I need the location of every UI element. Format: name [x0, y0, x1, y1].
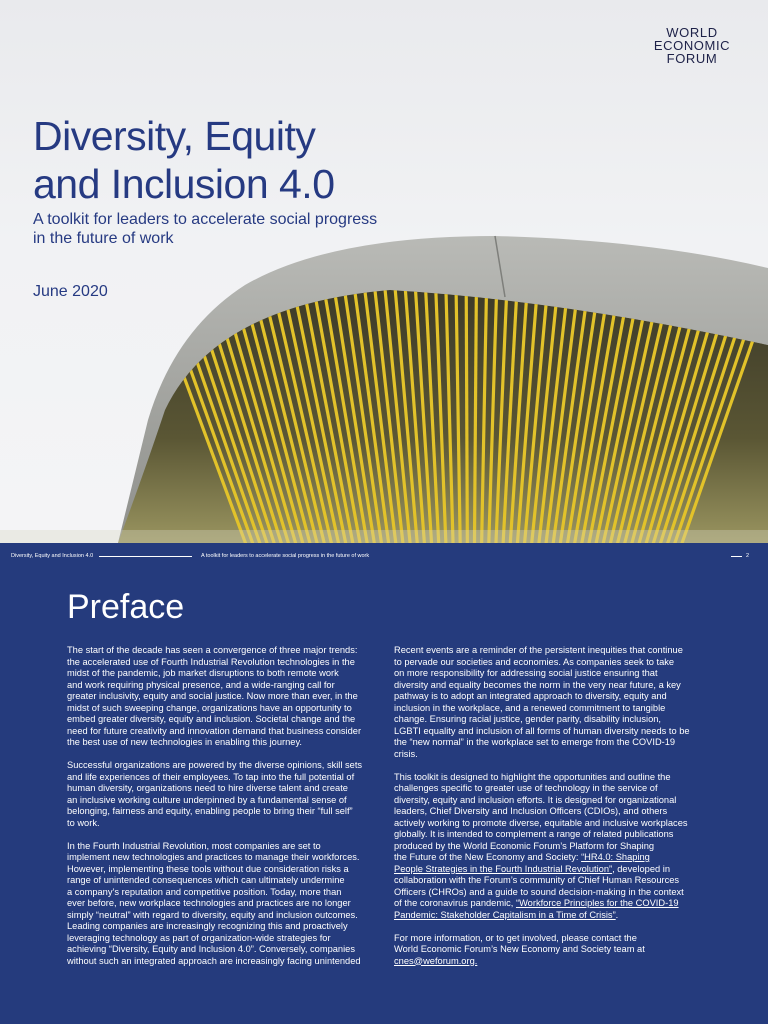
preface-heading: Preface: [67, 588, 185, 626]
cover-subtitle: A toolkit for leaders to accelerate social progress in the future of work: [33, 211, 378, 247]
paragraph-toolkit-purpose: This toolkit is designed to highlight the opportunities and outline the challenges specific to greater use of technology in the service of diversity, equity and inclusion efforts. It is designed for organizational leaders, Chief Diversity and Inclusion Officers (CDIOs), and others actively working to promote diverse, equitable and inclusive workplaces globally. It is intended to complement a range of related publications produced by the World Economic Forum’s Platform for Shaping the Future of the New Economy and Society: “HR4.0: Shaping People Strategies in the Fourth Industrial Revolution”, developed in collaboration with the Forum’s community of Chief Human Resources Officers (CHROs) and a guide to sound decision-making in the context of the coronavirus pandemic, “Workforce Principles for the COVID-19 Pandemic: Stakeholder Capitalism in a Time of Crisis”.: [394, 771, 688, 920]
paragraph-fourth-industrial-revolution: In the Fourth Industrial Revolution, most companies are set to implement new technologies and practices to manage their workforces. However, implementing these tools without due consideration risks a range of unintended consequences which can ultimately undermine a company’s reputation and competitive position. Today, more than ever before, new workplace technologies and practices are no longer simply “neutral” with regard to diversity, equity and inclusion outcomes. Leading companies are increasingly recognizing this and proactively leveraging technology as part of organization-wide strategies for achieving “Diversity, Equity and Inclusion 4.0”. Conversely, companies without such an integrated approach are increasingly facing unintended: [67, 840, 361, 966]
paragraph-successful-organizations: Successful organizations are powered by the diverse opinions, skill sets and life experiences of their employees. To tap into the full potential of human diversity, organizations need to hire diverse talent and create an inclusive working culture underpinned by a fundamental sense of belonging, fairness and equity, enabling people to bring their “full self” to work.: [67, 760, 363, 828]
contact-email-link[interactable]: cnes@weforum.org.: [394, 955, 478, 966]
preface-right-column: [394, 645, 706, 979]
preface-left-column: [67, 645, 379, 979]
publication-date: June 2020: [33, 283, 108, 300]
page-number: 2: [746, 553, 750, 559]
cover-title: Diversity, Equity and Inclusion 4.0: [33, 113, 335, 207]
running-head-report-title: Diversity, Equity and Inclusion 4.0: [11, 553, 94, 559]
paragraph-contact: For more information, or to get involved, please contact the World Economic Forum’s New Economy and Society team at cnes@weforum.org.: [394, 933, 706, 968]
preface-page: [0, 543, 768, 1024]
running-head-rule: [99, 556, 192, 557]
world-economic-forum-logo[interactable]: WORLD ECONOMIC FORUM: [653, 25, 731, 66]
paragraph-trends: The start of the decade has seen a convergence of three major trends: the accelerated use of Fourth Industrial Revolution technologies in the midst of the pandemic, job market disruptions to both remote work and work requiring physical presence, and a wide-ranging call for greater inclusivity, equity and social justice. Now more than ever, in the midst of such sweeping change, organizations have an opportunity to embed greater diversity, equity and inclusion. Societal change and the need for future creativity and innovation demand that business consider the best use of new technologies in enabling this journey.: [67, 645, 362, 747]
running-head-subtitle: A toolkit for leaders to accelerate social progress in the future of work: [201, 553, 370, 559]
workforce-principles-link-continued[interactable]: Pandemic: Stakeholder Capitalism in a Time of Crisis”: [394, 909, 616, 920]
workforce-principles-link[interactable]: “Workforce Principles for the COVID-19: [515, 898, 679, 908]
running-head: [0, 543, 768, 567]
page-number-rule: [731, 556, 742, 557]
hr40-report-link-continued[interactable]: People Strategies in the Fourth Industrial Revolution”: [394, 863, 613, 874]
paragraph-recent-events: Recent events are a reminder of the persistent inequities that continue to pervade our societies and economies. As companies seek to take on more responsibility for addressing social justice ensuring that diversity and equality becomes the norm in the very near future, a key pathway is to adopt an integrated approach to diversity, equity and inclusion in the workplace, and a renewed commitment to tangible change. Ensuring racial justice, gender parity, disability inclusion, LGBTI equality and inclusion of all forms of human diversity needs to be the “new normal” in the workplace set to emerge from the COVID-19 crisis.: [394, 645, 690, 759]
hr40-report-link[interactable]: “HR4.0: Shaping: [581, 852, 650, 862]
